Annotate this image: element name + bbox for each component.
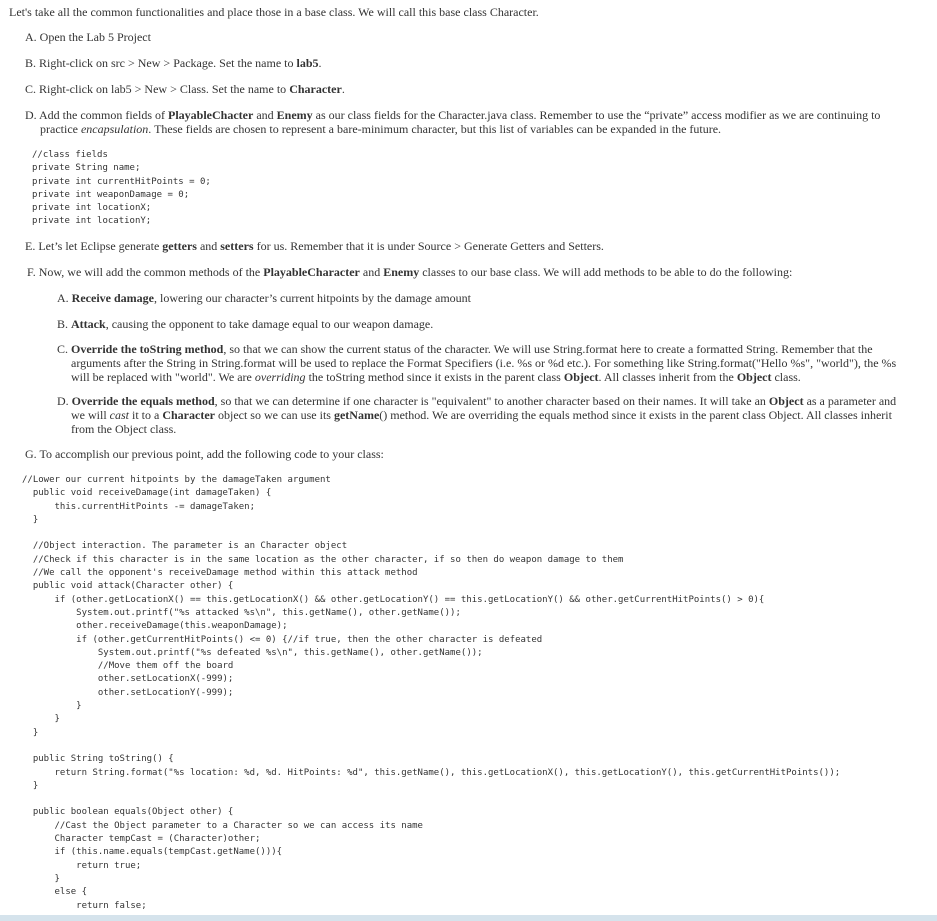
substep-d-bold-4: getName [333, 408, 380, 422]
step-d-text-3: as our class fields for the Character.java class. Remember to use the “private” access modifier as we are continuing to practice [40, 108, 881, 136]
step-g-letter: G. [25, 447, 37, 461]
substep-c-text-1: , so that we can show the current status of the character. We will use String.format here to create a formatted String. Remember that the arguments after the String in String.format will be used to replace the Format Specifiers (i.e. %s or %d etc.). For something like String.format("Hello %s", "world"), the %s will be replaced with "world". We are [71, 342, 897, 384]
substep-d-text-4: object so we can use its [214, 408, 334, 422]
substep-d-text-3: it to a [129, 408, 163, 422]
substep-d-text-2: as a parameter and we will [71, 394, 897, 422]
step-e-text-3: for us. Remember that it is under Source > Generate Getters and Setters. [253, 239, 604, 253]
step-e [25, 239, 905, 253]
step-b-bold: lab5 [296, 56, 319, 70]
step-b-text: Right-click on src > New > Package. Set the name to [39, 56, 297, 70]
substep-c-letter: C. [57, 342, 69, 356]
substep-c-italic: overriding [254, 370, 306, 384]
step-g-text: To accomplish our previous point, add the following code to your class: [39, 447, 384, 461]
step-a-text: Open the Lab 5 Project [39, 30, 151, 44]
substep-c-text-4: class. [771, 370, 801, 384]
substep-a-letter: A. [57, 291, 69, 305]
step-d-text-1: Add the common fields of [39, 108, 168, 122]
step-f-bold-2: Enemy [383, 265, 420, 279]
step-d-bold-2: Enemy [276, 108, 313, 122]
substep-a-text: , lowering our character’s current hitpoints by the damage amount [153, 291, 471, 305]
step-a-letter: A. [25, 30, 37, 44]
substep-b-text: , causing the opponent to take damage equal to our weapon damage. [105, 317, 434, 331]
step-e-text-1: Let’s let Eclipse generate [38, 239, 163, 253]
step-e-bold-2: setters [220, 239, 254, 253]
step-f-text-3: classes to our base class. We will add methods to be able to do the following: [419, 265, 793, 279]
substep-d [57, 394, 911, 436]
step-f [27, 265, 907, 279]
substep-d-bold-2: Object [768, 394, 804, 408]
substep-c-text-3: . All classes inherit from the [598, 370, 737, 384]
methods-code-block: //Lower our current hitpoints by the damageTaken argument public void receiveDamage(int damageTaken) { this.currentHitPoints -= damageTaken; } //Object interaction. The parameter is an Character object //Check if this character is in the same location as the other character, if so then do weapon damage to them //We call the opponent's receiveDamage method within this attack method public void attack(Character other) { if (other.getLocationX() == this.getLocationX() && other.getLocationY() == this.getLocationY() && other.getCurrentHitPoints() > 0){ System.out.printf("%s attacked %s\n", this.getName(), other.getName()); other.receiveDamage(this.weaponDamage); if (other.getCurrentHitPoints() <= 0) {//if true, then the other character is defeated System.out.printf("%s defeated %s\n", this.getName(), other.getName()); //Move them off the board other.setLocationX(-999); other.setLocationY(-999); } } } public String toString() { return String.format("%s location: %d, %d. HitPoints: %d", this.getName(), this.getLocationX(), this.getLocationY(), this.getCurrentHitPoints()); } public boolean equals(Object other) { //Cast the Object parameter to a Character so we can access its name Character tempCast = (Character)other; if (this.name.equals(tempCast.getName())){ return true; } else { return false; [22, 475, 841, 911]
step-d-text-2: and [253, 108, 277, 122]
step-e-bold-1: getters [162, 239, 197, 253]
substep-b [57, 317, 911, 331]
substep-a [57, 291, 911, 305]
step-f-text-2: and [359, 265, 384, 279]
step-a [25, 30, 905, 44]
step-b [25, 56, 905, 70]
step-d-letter: D. [25, 108, 37, 122]
step-f-bold-1: PlayableCharacter [263, 265, 360, 279]
substep-a-bold: Receive damage [71, 291, 154, 305]
substep-d-text-5: () method. We are overriding the equals method since it exists in the parent class Object. All classes inherit from the Object class. [71, 408, 892, 436]
substep-b-bold: Attack [71, 317, 106, 331]
step-d [25, 108, 920, 136]
substep-c-bold-1: Override the toString method [71, 342, 224, 356]
substep-c-bold-3: Object [736, 370, 772, 384]
step-c-bold: Character [289, 82, 342, 96]
substep-c [57, 342, 911, 384]
substep-c-bold-2: Object [563, 370, 599, 384]
step-e-text-2: and [196, 239, 221, 253]
step-f-letter: F. [27, 265, 36, 279]
intro-paragraph: Let's take all the common functionalities and place those in a base class. We will call this base class Character. [9, 5, 539, 19]
step-d-text-4: . These fields are chosen to represent a bare-minimum character, but this list of variables can be expanded in the future. [148, 122, 722, 136]
step-c [25, 82, 905, 96]
bottom-scroll-edge [0, 915, 937, 921]
step-e-letter: E. [25, 239, 36, 253]
substep-d-bold-3: Character [162, 408, 215, 422]
step-d-bold-1: PlayableChacter [168, 108, 254, 122]
step-c-end: . [341, 82, 345, 96]
step-g [25, 447, 905, 461]
step-b-end: . [318, 56, 322, 70]
step-b-letter: B. [25, 56, 37, 70]
step-d-italic: encapsulation [80, 122, 149, 136]
substep-d-bold-1: Override the equals method [71, 394, 215, 408]
step-f-text-1: Now, we will add the common methods of the [38, 265, 264, 279]
fields-code-block: //class fields private String name; private int currentHitPoints = 0; private int weaponDamage = 0; private int locationX; private int locationY; [32, 150, 211, 227]
step-c-letter: C. [25, 82, 37, 96]
substep-d-letter: D. [57, 394, 69, 408]
substep-c-text-2: the toString method since it exists in the parent class [305, 370, 564, 384]
step-c-text: Right-click on lab5 > New > Class. Set the name to [39, 82, 290, 96]
substep-b-letter: B. [57, 317, 69, 331]
substep-d-text-1: , so that we can determine if one character is "equivalent" to another character based on their names. It will take an [214, 394, 769, 408]
substep-d-italic: cast [109, 408, 130, 422]
